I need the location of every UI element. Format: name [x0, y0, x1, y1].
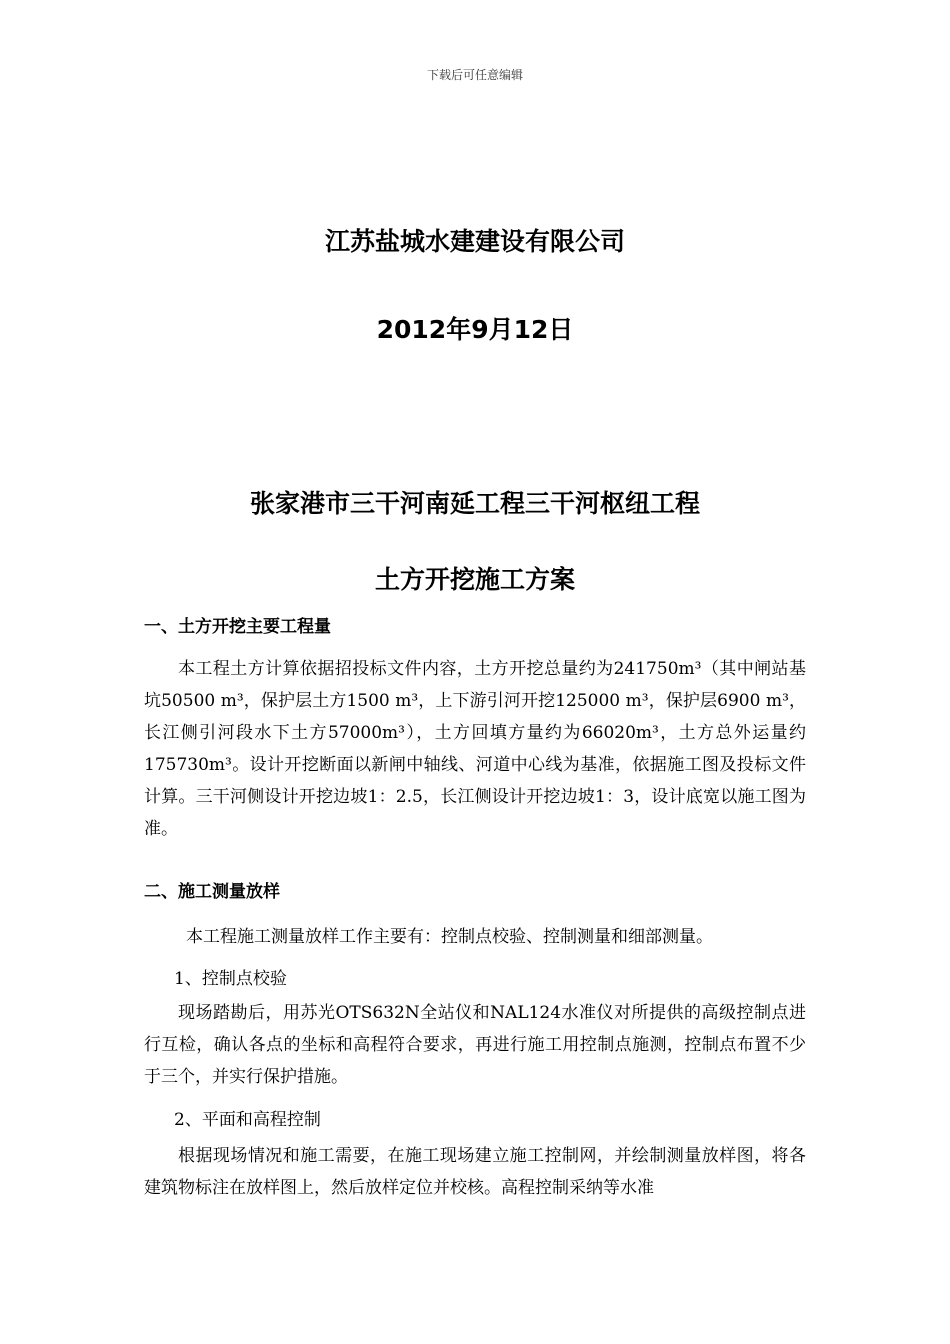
- project-title: 张家港市三干河南延工程三干河枢纽工程: [249, 489, 700, 518]
- section1-heading: 一、土方开挖主要工程量: [144, 617, 331, 637]
- subsection1-title: 1、控制点校验: [174, 969, 287, 989]
- subsection2-title: 2、平面和高程控制: [174, 1110, 321, 1130]
- section1-body: 本工程土方计算依据招投标文件内容，土方开挖总量约为241750m³（其中闸站基坑50500 m³，保护层土方1500 m³，上下游引河开挖125000 m³，保护层6900 m³，长江侧引河段水下土方57000m³），土方回填方量约为66020m³，土方总外运量约175730m³。设计开挖断面以新闸中轴线、河道中心线为基准，依据施工图及投标文件计算。三干河侧设计开挖边坡1：2.5，长江侧设计开挖边坡1：3，设计底宽以施工图为准。: [144, 659, 806, 839]
- plan-title: 土方开挖施工方案: [374, 565, 575, 594]
- section2-intro: 本工程施工测量放样工作主要有：控制点校验、控制测量和细部测量。: [186, 927, 713, 947]
- subsection2-body: 根据现场情况和施工需要，在施工现场建立施工控制网，并绘制测量放样图，将各建筑物标注在放样图上，然后放样定位并校核。高程控制采纳等水准: [144, 1146, 806, 1198]
- company-name: 江苏盐城水建建设有限公司: [324, 227, 625, 256]
- section2-heading: 二、施工测量放样: [144, 882, 280, 902]
- document-date: 2012年9月12日: [376, 315, 574, 344]
- header-note: 下载后可任意编辑: [426, 68, 523, 82]
- subsection1-body: 现场踏勘后，用苏光OTS632N全站仪和NAL124水准仪对所提供的高级控制点进行互检，确认各点的坐标和高程符合要求，再进行施工用控制点施测，控制点布置不少于三个，并实行保护措施。: [144, 1003, 806, 1087]
